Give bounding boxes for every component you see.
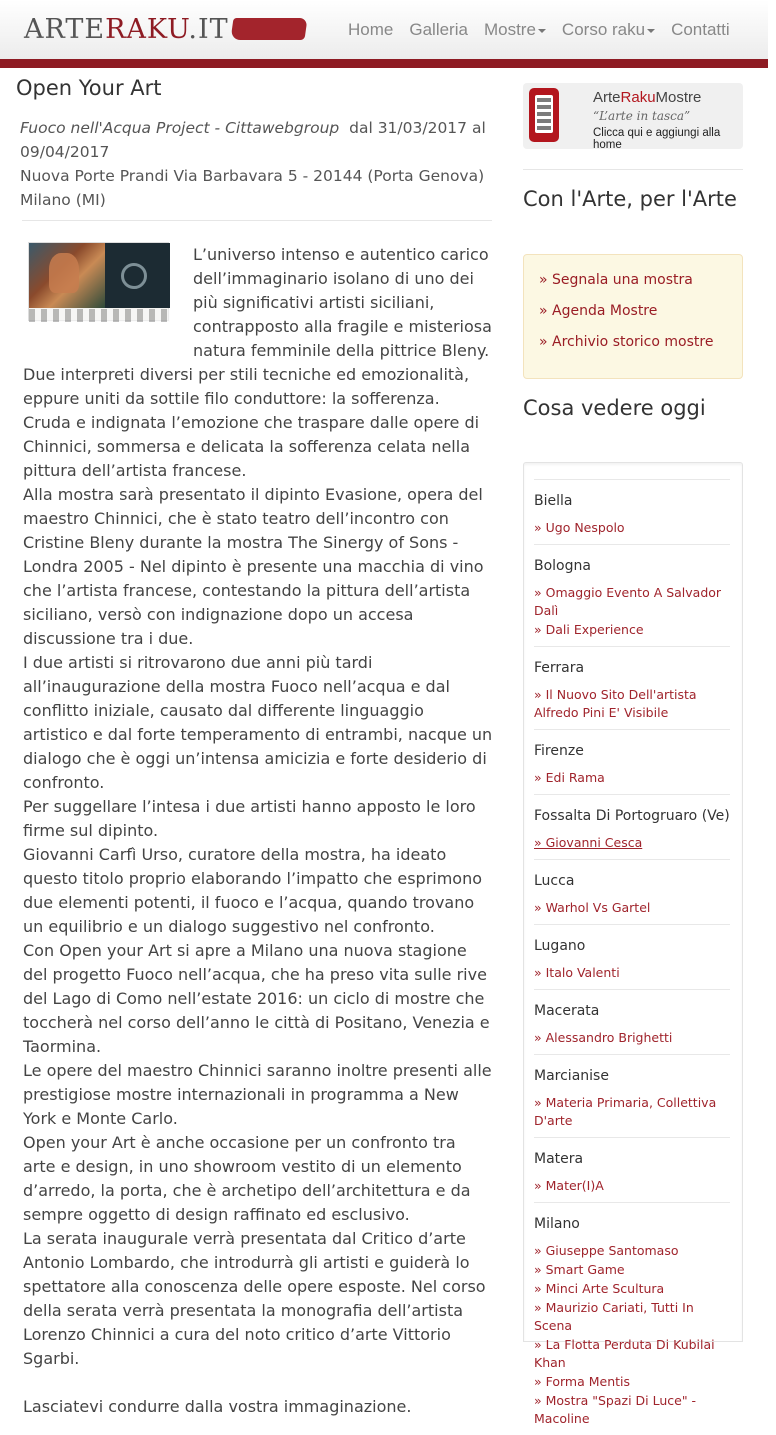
divider: [22, 220, 492, 221]
article-paragraph: Open your Art è anche occasione per un confronto tra arte e design, in uno showroom vestito di un elemento d’arredo, la porta, che è archetipo dell’architettura e da sempre oggetto di design raffinato ed esclusivo.: [23, 1133, 471, 1224]
city-name: Marcianise: [534, 1068, 609, 1084]
sidebar-heading-today: Cosa vedere oggi: [523, 396, 706, 420]
article-paragraph: I due artisti si ritrovarono due anni più tardi all’inaugurazione della mostra Fuoco nell’acqua e dal conflitto iniziale, causato dal differente linguaggio artistico e dal forte temperamento di entrambi, nacque un dialogo che è oggi un’intensa amicizia e forte desiderio di confronto.: [23, 653, 493, 792]
city-name: Ferrara: [534, 660, 585, 676]
nav-home[interactable]: Home: [348, 19, 394, 39]
city-group: [534, 1137, 730, 1202]
event-link[interactable]: » Materia Primaria, Collettiva D'arte: [534, 1095, 717, 1128]
city-group: [534, 479, 730, 544]
article-paragraph: Cruda e indignata l’emozione che traspare dalle opere di Chinnici, sommersa e delicata la sofferenza celata nella pittura dell’artista francese.: [23, 413, 480, 480]
event-link[interactable]: » Alessandro Brighetti: [534, 1030, 673, 1045]
banner-cta: Clicca qui e aggiungi alla home: [593, 127, 721, 151]
city-name: Biella: [534, 493, 573, 509]
today-events-box: [523, 462, 743, 1426]
event-link[interactable]: » Dali Experience: [534, 622, 644, 637]
article-paragraph: Le opere del maestro Chinnici saranno inoltre presenti alle prestigiose mostre internazionali in programma a New York e Monte Carlo.: [23, 1061, 492, 1128]
event-organizer: Fuoco nell'Acqua Project - Cittawebgroup: [20, 119, 340, 137]
event-link[interactable]: » Giovanni Cesca: [534, 835, 643, 850]
article-paragraph: La serata inaugurale verrà presentata dal Critico d’arte Antonio Lombardo, che introdurrà gli artisti e guiderà lo spettatore alla conoscenza delle opere esposte. Nel corso della serata verrà presentata la monografia dell’artista Lorenzo Chinnici a cura del noto critico d’arte Vittorio Sgarbi.: [23, 1229, 486, 1368]
logo-brush-stroke: [230, 18, 307, 40]
event-link[interactable]: » Omaggio Evento A Salvador Dalì: [534, 585, 722, 618]
link-archivio-mostre[interactable]: » Archivio storico mostre: [539, 334, 714, 350]
event-dates: dal 31/03/2017 al 09/04/2017: [20, 119, 486, 161]
city-name: Bologna: [534, 558, 591, 574]
article-body: [23, 243, 493, 1419]
main-nav: [340, 0, 738, 59]
event-link[interactable]: » Warhol Vs Gartel: [534, 900, 651, 915]
city-name: Milano: [534, 1216, 580, 1232]
logo-text-raku: RAKU: [105, 14, 189, 45]
article-paragraph: Con Open your Art si apre a Milano una nuova stagione del progetto Fuoco nell’acqua, che ha preso vita sulle rive del Lago di Como nell’estate 2016: un ciclo di mostre che toccherà nel corso dell’anno le città di Positano, Venezia e Taormina.: [23, 941, 490, 1056]
city-group: [534, 924, 730, 989]
nav-contatti[interactable]: Contatti: [671, 19, 730, 39]
city-group: [534, 729, 730, 794]
article-closing: Lasciatevi condurre dalla vostra immaginazione.: [23, 1397, 412, 1416]
event-link[interactable]: » Ugo Nespolo: [534, 520, 625, 535]
city-name: Fossalta Di Portogruaro (Ve): [534, 808, 730, 824]
navbar: [0, 0, 768, 68]
logo-text-domain: .IT: [188, 14, 229, 45]
city-name: Macerata: [534, 1003, 600, 1019]
city-group: [534, 544, 730, 646]
nav-galleria[interactable]: Galleria: [409, 19, 468, 39]
event-meta: [20, 116, 490, 212]
article-paragraph: L’universo intenso e autentico carico dell’immaginario isolano di uno dei più significativi artisti siciliani, contrapposto alla fragile e misteriosa natura femminile della pittrice Bleny.: [193, 245, 492, 360]
caret-down-icon: [647, 29, 655, 33]
article-paragraph: Due interpreti diversi per stili tecniche ed emozionalità, eppure uniti da sottile filo conduttore: la sofferenza.: [23, 365, 470, 408]
banner-subtitle: “L’arte in tasca”: [593, 109, 691, 123]
sidebar-heading-arte: Con l'Arte, per l'Arte: [523, 187, 737, 211]
city-group: [534, 859, 730, 924]
city-group: [534, 1054, 730, 1137]
event-link[interactable]: » Il Nuovo Sito Dell'artista Alfredo Pini E' Visibile: [534, 687, 697, 720]
city-group: [534, 1202, 730, 1435]
event-link[interactable]: » Italo Valenti: [534, 965, 620, 980]
city-name: Lucca: [534, 873, 575, 889]
event-link[interactable]: » Forma Mentis: [534, 1374, 631, 1389]
event-link[interactable]: » Minci Arte Scultura: [534, 1281, 665, 1296]
article-paragraph: Giovanni Carfì Urso, curatore della mostra, ha ideato questo titolo proprio elaborando l’impatto che esprimono due elementi potenti, il fuoco e l’acqua, quando trovano un equilibrio e un dialogo suggestivo nel confronto.: [23, 845, 483, 936]
event-link[interactable]: » La Flotta Perduta Di Kubilai Khan: [534, 1337, 715, 1370]
nav-corso-raku[interactable]: Corso raku: [554, 20, 663, 40]
sidebar-links-box: [523, 254, 743, 379]
nav-mostre[interactable]: Mostre: [476, 20, 554, 40]
article-paragraph: Alla mostra sarà presentato il dipinto Evasione, opera del maestro Chinnici, che è stato teatro dell’incontro con Cristine Bleny durante la mostra The Sinergy of Sons - Londra 2005 - Nel dipinto è presente una macchia di vino che l’artista francese, contestando la pittura dell’artista siciliano, versò con indignazione dopo un accesa discussione tra i due.: [23, 485, 484, 648]
city-group: [534, 794, 730, 859]
app-banner[interactable]: ArteRakuMostre “L’arte in tasca” Clicca qui e aggiungi alla home: [523, 83, 743, 149]
city-name: Matera: [534, 1151, 584, 1167]
today-events-list: [534, 479, 730, 1435]
page-title: Open Your Art: [16, 76, 162, 100]
city-name: Lugano: [534, 938, 586, 954]
link-segnala-mostra[interactable]: » Segnala una mostra: [539, 272, 693, 288]
event-link[interactable]: » Giuseppe Santomaso: [534, 1243, 679, 1258]
event-link[interactable]: » Edi Rama: [534, 770, 605, 785]
site-logo[interactable]: [24, 14, 229, 46]
event-link[interactable]: » Mostra "Spazi Di Luce" - Macoline: [534, 1393, 697, 1426]
event-link[interactable]: » Mater(I)A: [534, 1178, 604, 1193]
event-link[interactable]: » Maurizio Cariati, Tutti In Scena: [534, 1300, 694, 1333]
city-name: Firenze: [534, 743, 584, 759]
link-agenda-mostre[interactable]: » Agenda Mostre: [539, 303, 658, 319]
caret-down-icon: [538, 29, 546, 33]
divider: [523, 169, 743, 170]
event-address: Nuova Porte Prandi Via Barbavara 5 - 20144 (Porta Genova) Milano (MI): [20, 167, 485, 209]
city-group: [534, 989, 730, 1054]
logo-text-arte: ARTE: [24, 14, 106, 45]
article-paragraph: Per suggellare l’intesa i due artisti hanno apposto le loro firme sul dipinto.: [23, 797, 476, 840]
city-group: [534, 646, 730, 729]
event-link[interactable]: » Smart Game: [534, 1262, 625, 1277]
